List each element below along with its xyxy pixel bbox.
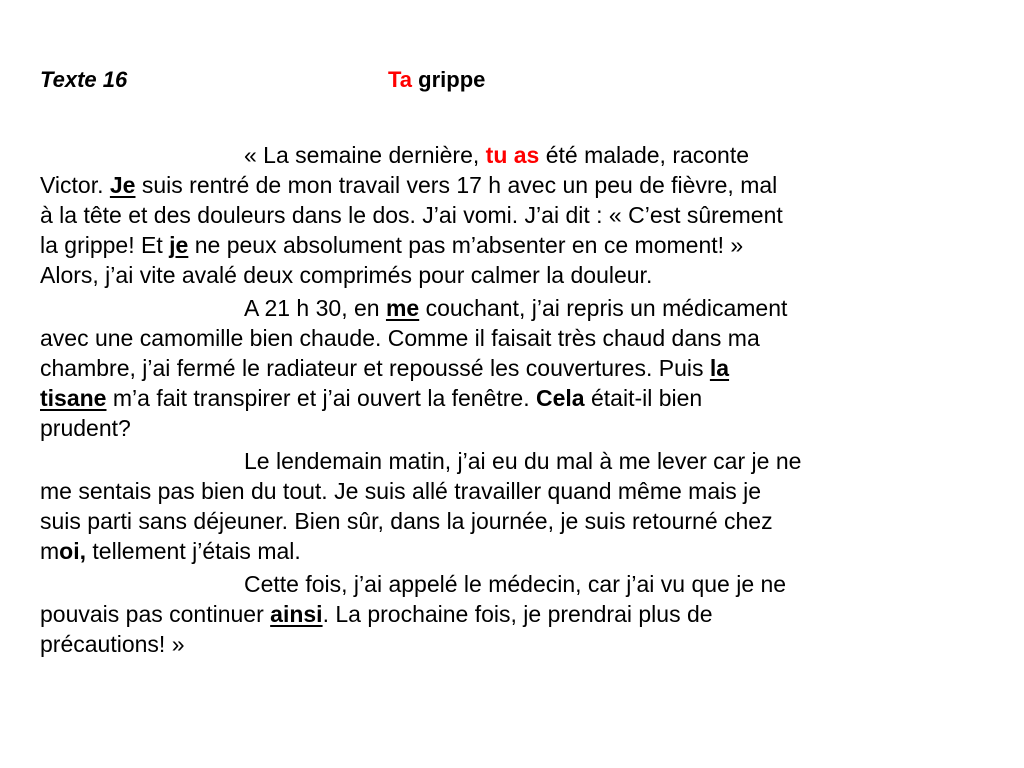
text-segment: à la tête et des douleurs dans le dos. J’ai vomi. J’ai dit : « C’est sûrement <box>40 202 783 228</box>
paragraph <box>40 446 960 566</box>
text-segment: Victor. <box>40 172 110 198</box>
text-segment: pouvais pas continuer <box>40 601 271 627</box>
highlighted-word: oi, <box>59 538 87 564</box>
text-segment: A 21 h 30, en <box>244 295 386 321</box>
text-segment: m’a fait transpirer et j’ai ouvert la fenêtre. <box>106 385 537 411</box>
paragraph <box>40 293 960 443</box>
text-segment: été malade, raconte <box>539 142 750 168</box>
text-segment: tellement j’étais mal. <box>86 538 301 564</box>
text-segment: prudent? <box>40 415 131 441</box>
text-segment: était-il bien <box>584 385 703 411</box>
text-segment: avec une camomille bien chaude. Comme il faisait très chaud dans ma <box>40 325 760 351</box>
title-word: grippe <box>418 67 486 92</box>
highlighted-word: tisane <box>40 385 107 411</box>
highlighted-word: ainsi <box>270 601 323 627</box>
text-segment: Cette fois, j’ai appelé le médecin, car j’ai vu que je ne <box>244 571 787 597</box>
text-segment: Le lendemain matin, j’ai eu du mal à me lever car je ne <box>244 448 802 474</box>
text-segment: suis rentré de mon travail vers 17 h avec un peu de fièvre, mal <box>135 172 778 198</box>
highlighted-word: me <box>385 295 420 321</box>
text-segment: « La semaine dernière, <box>244 142 486 168</box>
highlighted-word: Cela <box>536 385 585 411</box>
text-segment: m <box>40 538 60 564</box>
title-red-word: Ta <box>388 67 413 92</box>
text-segment: Alors, j’ai vite avalé deux comprimés pour calmer la douleur. <box>40 262 653 288</box>
heading <box>40 64 984 96</box>
text-segment: suis parti sans déjeuner. Bien sûr, dans la journée, je suis retourné chez <box>40 508 773 534</box>
paragraph <box>40 569 960 659</box>
highlighted-word: Je <box>109 172 136 198</box>
text-segment: chambre, j’ai fermé le radiateur et repoussé les couvertures. Puis <box>40 355 710 381</box>
text-segment: la grippe! Et <box>40 232 170 258</box>
text-number-label: Texte 16 <box>40 67 128 92</box>
text-segment: couchant, j’ai repris un médicament <box>419 295 788 321</box>
highlighted-word: tu as <box>485 142 540 168</box>
text-segment: ne peux absolument pas m’absenter en ce moment! » <box>188 232 744 258</box>
paragraph <box>40 140 960 290</box>
text-segment: me sentais pas bien du tout. Je suis allé travailler quand même mais je <box>40 478 762 504</box>
highlighted-word: la <box>709 355 730 381</box>
story-text <box>40 140 960 662</box>
text-segment: . La prochaine fois, je prendrai plus de <box>322 601 713 627</box>
slide-title <box>388 64 485 96</box>
highlighted-word: je <box>169 232 189 258</box>
text-segment: précautions! » <box>40 631 185 657</box>
